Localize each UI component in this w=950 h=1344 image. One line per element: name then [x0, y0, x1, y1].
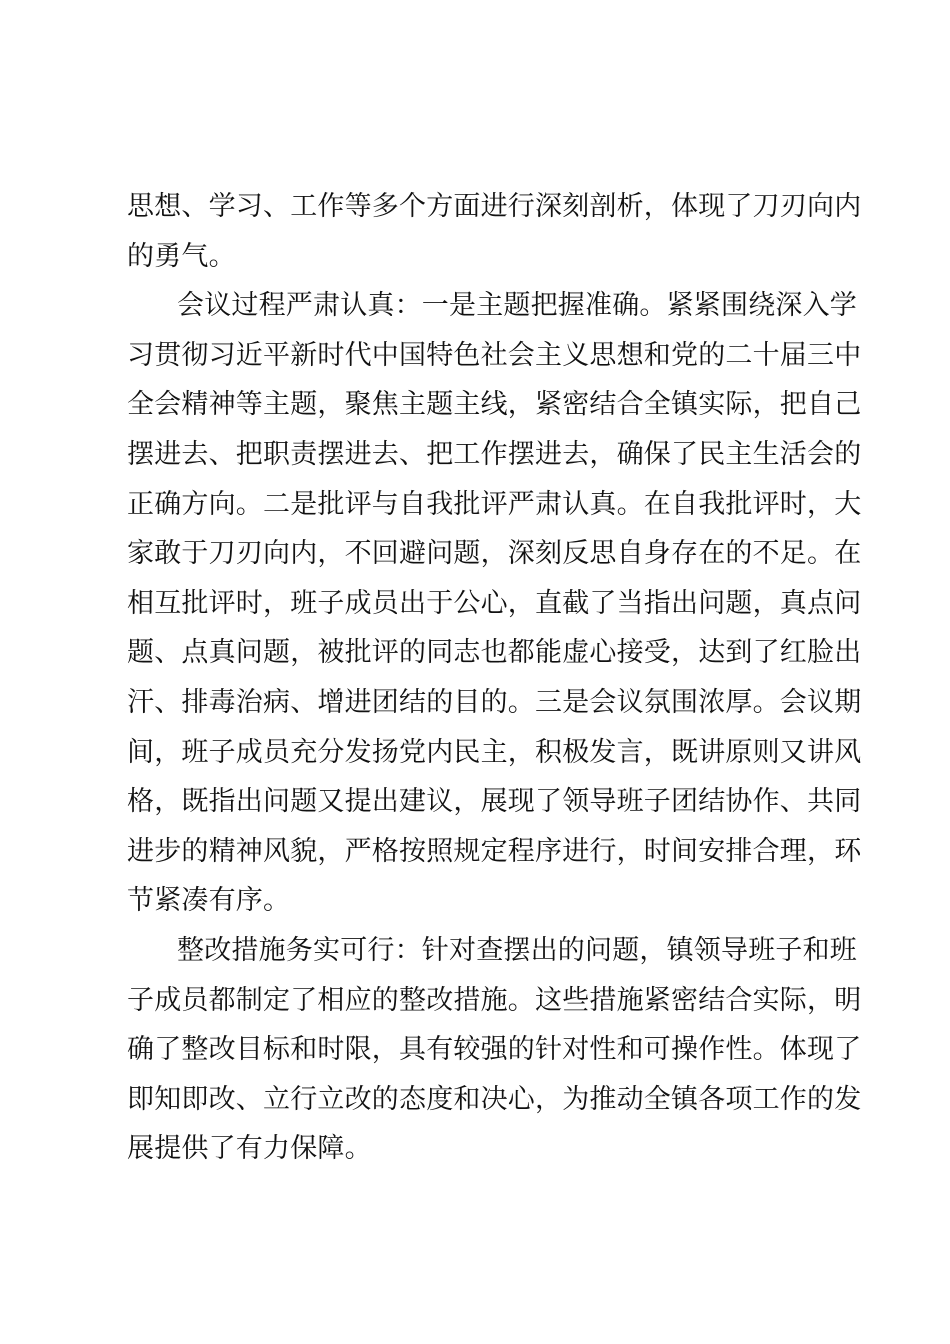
text-line: 全会精神等主题，聚焦主题主线，紧密结合全镇实际，把自己 — [127, 389, 862, 421]
text-line: 汗、排毒治病、增进团结的目的。三是会议氛围浓厚。会议期 — [127, 686, 862, 718]
text-line: 思想、学习、工作等多个方面进行深刻剖析，体现了刀刃向内 — [127, 191, 862, 222]
text-line: 相互批评时，班子成员出于公心，直截了当指出问题，真点问 — [127, 587, 862, 619]
document-body — [127, 182, 862, 1174]
text-line: 整改措施务实可行：针对查摆出的问题，镇领导班子和班 — [177, 934, 857, 966]
text-line: 展提供了有力保障。 — [127, 1133, 372, 1165]
text-line: 摆进去、把职责摆进去、把工作摆进去，确保了民主生活会的 — [127, 438, 862, 470]
paragraph-2 — [127, 281, 862, 926]
text-line: 间，班子成员充分发扬党内民主，积极发言，既讲原则又讲风 — [127, 736, 862, 768]
text-line: 的勇气。 — [127, 240, 236, 272]
text-line: 会议过程严肃认真：一是主题把握准确。紧紧围绕深入学 — [177, 290, 857, 322]
text-line: 即知即改、立行立改的态度和决心，为推动全镇各项工作的发 — [127, 1083, 862, 1115]
text-line: 节紧凑有序。 — [127, 885, 291, 917]
text-line: 确了整改目标和时限，具有较强的针对性和可操作性。体现了 — [127, 1034, 862, 1066]
text-line: 家敢于刀刃向内，不回避问题，深刻反思自身存在的不足。在 — [127, 538, 862, 570]
text-line: 习贯彻习近平新时代中国特色社会主义思想和党的二十届三中 — [127, 339, 862, 371]
text-line: 进步的精神风貌，严格按照规定程序进行，时间安排合理，环 — [127, 835, 862, 867]
text-line: 正确方向。二是批评与自我批评严肃认真。在自我批评时，大 — [127, 488, 862, 520]
text-line: 格，既指出问题又提出建议，展现了领导班子团结协作、共同 — [127, 786, 862, 818]
text-line: 题、点真问题，被批评的同志也都能虚心接受，达到了红脸出 — [127, 637, 862, 669]
text-line: 子成员都制定了相应的整改措施。这些措施紧密结合实际，明 — [127, 984, 862, 1016]
paragraph-1 — [127, 182, 862, 281]
paragraph-3 — [127, 926, 862, 1174]
